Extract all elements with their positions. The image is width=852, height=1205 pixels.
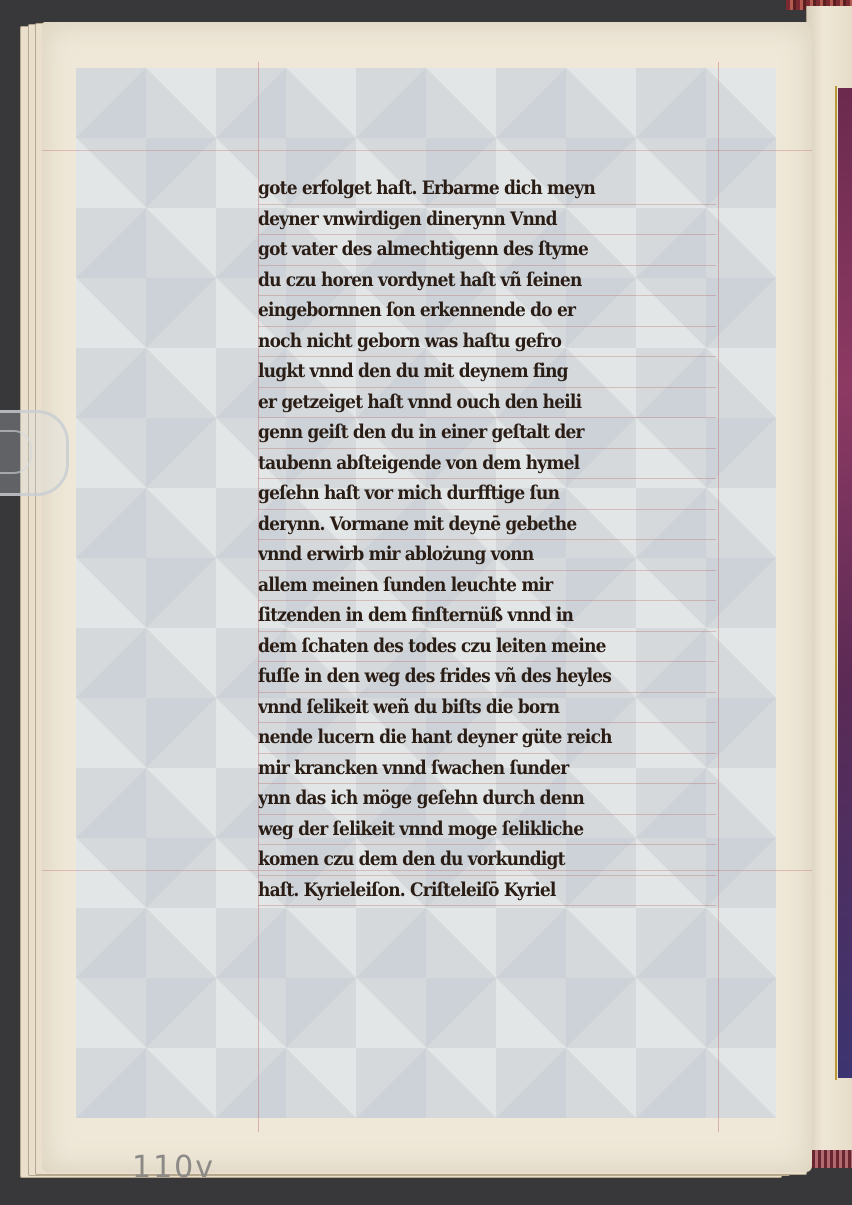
ruling-line-right	[718, 62, 719, 1132]
text-line: vnnd erwirb mir ablożung vonn	[258, 540, 716, 571]
text-line: vnnd ſelikeit weñ du biſts die born	[258, 693, 716, 724]
text-line: geſehn haſt vor mich durfftige ſun	[258, 479, 716, 510]
text-line: mir krancken vnnd ſwachen ſunder	[258, 754, 716, 785]
text-line: haſt. Kyrieleiſon. Criſteleiſō Kyriel	[258, 876, 716, 907]
text-line: genn geiſt den du in einer geſtalt der	[258, 418, 716, 449]
text-line: weg der ſelikeit vnnd moge ſelikliche	[258, 815, 716, 846]
text-line: gote erfolget haſt. Erbarme dich meyn	[258, 174, 716, 205]
text-line: nende lucern die hant deyner güte reich	[258, 723, 716, 754]
text-line: got vater des almechtigenn des ſtyme	[258, 235, 716, 266]
page-clip-inner	[0, 430, 32, 474]
text-line: eingebornnen ſon erkennende do er	[258, 296, 716, 327]
text-line: fuſſe in den weg des frides vñ des heyles	[258, 662, 716, 693]
text-column	[258, 174, 718, 906]
text-line: dem ſchaten des todes czu leiten meine	[258, 632, 716, 663]
text-line: ſitzenden in dem finſternüß vnnd in	[258, 601, 716, 632]
text-line: ynn das ich möge geſehn durch denn	[258, 784, 716, 815]
facing-page-border-gold	[835, 86, 837, 1080]
text-line: lugkt vnnd den du mit deynem fing	[258, 357, 716, 388]
text-line: allem meinen ſunden leuchte mir	[258, 571, 716, 602]
text-line: derynn. Vormane mit deynē gebethe	[258, 510, 716, 541]
text-line: deyner vnwirdigen dinerynn Vnnd	[258, 205, 716, 236]
text-line: du czu horen vordynet haſt vñ ſeinen	[258, 266, 716, 297]
ruling-line-top	[42, 150, 812, 151]
text-line: komen czu dem den du vorkundigt	[258, 845, 716, 876]
manuscript-page	[42, 22, 812, 1185]
text-line: er getzeiget haſt vnnd ouch den heili	[258, 388, 716, 419]
facing-page-illumination	[838, 88, 852, 1078]
text-line: noch nicht geborn was haſtu gefro	[258, 327, 716, 358]
binding-edge-bottom	[812, 1150, 852, 1168]
text-line: taubenn abſteigende von dem hymel	[258, 449, 716, 480]
folio-number: 110v	[132, 1150, 216, 1185]
